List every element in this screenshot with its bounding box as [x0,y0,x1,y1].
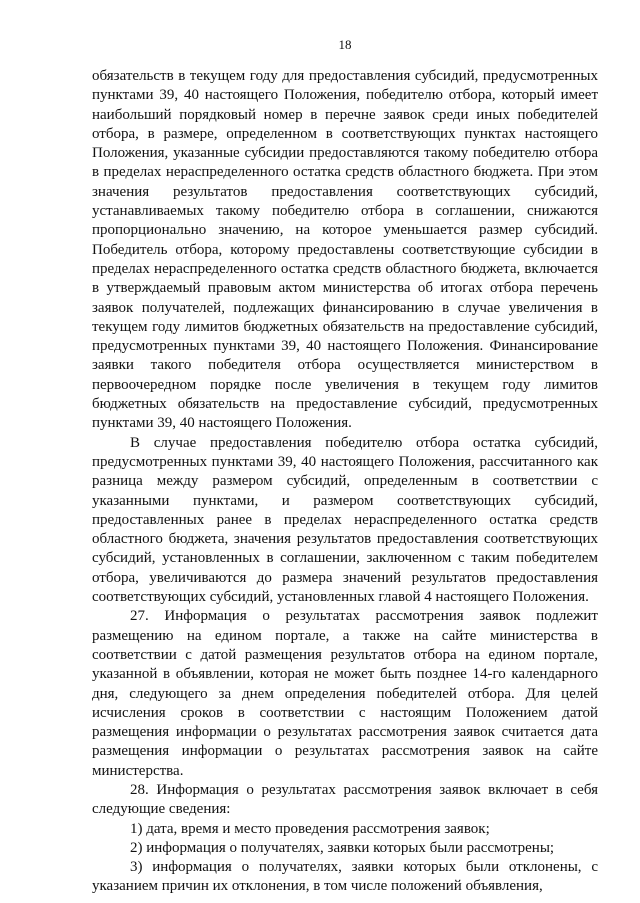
page-number: 18 [338,37,352,52]
paragraph-28-contents: 28. Информация о результатах рассмотрения заявок включает в себя следующие сведения: [92,781,598,818]
paragraph-27-publication: 27. Информация о результатах рассмотрения заявок подлежит размещению на едином портале, а также на сайте министерства в соответствии с датой размещения результатов отбора на едином портале, указанной в объявлении, которая не может быть позднее 14-го календарного дня, следующего за днем определения победителей отбора. Для целей исчисления сроков в соответствии с настоящим Положением датой размещения информации о результатах рассмотрения заявок считается дата размещения информации о результатах рассмотрения заявок на сайте министерства. [92,608,598,779]
list-item-rejected-applicants: 3) информация о получателях, заявки которых были отклонены, с указанием причин их отклонения, в том числе положений объявления, [92,859,598,895]
document-body [92,67,598,897]
list-item-date-time-place: 1) дата, время и место проведения рассмотрения заявок; [130,820,490,837]
paragraph-subsidy-remainder: обязательств в текущем году для предоставления субсидий, предусмотренных пунктами 39, 40 настоящего Положения, победителю отбора, который имеет наибольший порядковый номер в перечне заявок среди иных победителей отбора, в размере, определенном в соответствующих пунктах настоящего Положения, указанные субсидии предоставляются такому победителю отбора в пределах нераспределенного остатка средств областного бюджета. При этом значения результатов предоставления соответствующих субсидий, устанавливаемых такому победителю отбора в соглашении, снижаются пропорционально значению, на которое уменьшается размер субсидий. Победитель отбора, которому предоставлены соответствующие субсидии в пределах нераспределенного остатка средств областного бюджета, включается в утверждаемый правовым актом министерства об итогах отбора перечень заявок получателей, подлежащих финансированию в случае увеличения в текущем году лимитов бюджетных обязательств на предоставление субсидий, предусмотренных пунктами 39, 40 настоящего Положения. Финансирование заявки такого победителя отбора осуществляется министерством в первоочередном порядке после увеличения в текущем году лимитов бюджетных обязательств на предоставление субсидий, предусмотренных пунктами 39, 40 настоящего Положения. [92,68,598,432]
list-item-reviewed-applicants: 2) информация о получателях, заявки которых были рассмотрены; [130,839,555,856]
paragraph-remainder-provision: В случае предоставления победителю отбора остатка субсидий, предусмотренных пунктами 39, 40 настоящего Положения, рассчитанного как разница между размером субсидий, определенным в соответствии с указанными пунктами, и размером соответствующих субсидий, предоставленных ранее в пределах нераспределенного остатка средств областного бюджета, значения результатов предоставления соответствующих субсидий, установленных в соглашении, заключенном с таким победителем отбора, увеличиваются до размера значений результатов предоставления соответствующих субсидий, установленных главой 4 настоящего Положения. [92,434,598,606]
